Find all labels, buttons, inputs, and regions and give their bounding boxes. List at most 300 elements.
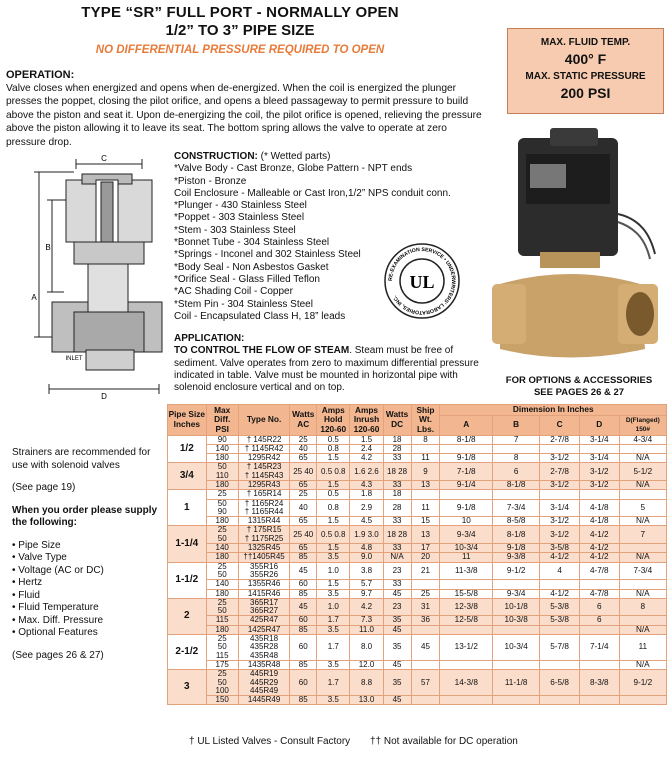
cell-dim-a: 14-3/8	[440, 670, 493, 696]
cell-type-no	[238, 490, 290, 499]
table-row	[168, 598, 667, 616]
cell-dim-df: N/A	[619, 517, 666, 526]
cell-inrush: 1.6 2.6	[350, 463, 383, 481]
cell-max-diff-value: 90	[217, 434, 227, 444]
cell-dim-c: 5-3/8	[540, 616, 580, 625]
table-row	[168, 463, 667, 481]
cell-wdc: 23	[383, 562, 411, 580]
cell-dim-a: 9-3/4	[440, 526, 493, 544]
cell-dim-b: 6	[493, 463, 540, 481]
spec-box	[507, 28, 664, 114]
cell-wdc: 33	[383, 480, 411, 489]
cell-hold: 0.8	[317, 444, 350, 453]
cell-wdc: 45	[383, 660, 411, 669]
footnote-ul: † UL Listed Valves - Consult Factory	[189, 736, 351, 747]
cell-dim-d	[579, 490, 619, 499]
ul-listing-mark	[382, 241, 462, 321]
cell-ship-wt	[411, 696, 440, 705]
cell-type-no	[238, 616, 290, 625]
cell-wac: 65	[290, 517, 317, 526]
col-header-max-diff: Max Diff. PSI	[206, 405, 238, 436]
order-item: • Valve Type	[12, 552, 67, 563]
table-row	[168, 580, 667, 589]
cell-dim-d	[579, 660, 619, 669]
cell-max-diff-value: 50	[217, 462, 227, 472]
cell-wac: 85	[290, 625, 317, 634]
cell-dim-b: 10-3/4	[493, 635, 540, 661]
col-header-amps-hold: Amps Hold 120-60	[317, 405, 350, 436]
table-row	[168, 490, 667, 499]
strainer-ref: (See page 19)	[12, 482, 76, 493]
cell-type-no	[238, 670, 290, 696]
cell-dim-df: 8	[619, 598, 666, 616]
cell-dim-d: 4-7/8	[579, 562, 619, 580]
cell-ship-wt: 11	[411, 454, 440, 463]
cell-dim-b	[493, 696, 540, 705]
cell-type-no-value: 425R47	[250, 615, 279, 625]
cell-inrush: 12.0	[350, 660, 383, 669]
cell-dim-a	[440, 580, 493, 589]
construction-heading: CONSTRUCTION:	[174, 151, 258, 162]
cell-dim-d	[579, 696, 619, 705]
cell-hold: 1.5	[317, 580, 350, 589]
cell-wdc: 18 28	[383, 526, 411, 544]
order-item: • Fluid	[12, 589, 40, 601]
cell-dim-df: 9-1/2	[619, 670, 666, 696]
label-a: A	[31, 293, 37, 302]
col-header-dimension: Dimension In Inches	[440, 405, 667, 416]
cell-type-no-value: 435R48	[250, 650, 279, 660]
cell-inrush: 8.0	[350, 635, 383, 661]
cell-dim-b	[493, 660, 540, 669]
cell-type-no	[238, 463, 290, 481]
cell-hold: 3.5	[317, 660, 350, 669]
cell-ship-wt	[411, 490, 440, 499]
cell-dim-b: 11-1/8	[493, 670, 540, 696]
cell-dim-c	[540, 580, 580, 589]
cell-dim-b	[493, 580, 540, 589]
cell-dim-d: 7-1/4	[579, 635, 619, 661]
cell-ship-wt: 57	[411, 670, 440, 696]
table-row	[168, 435, 667, 444]
cell-dim-b: 7-3/4	[493, 499, 540, 517]
max-temp-label: MAX. FLUID TEMP.	[540, 37, 631, 48]
valve-cross-section-drawing	[4, 152, 172, 402]
cell-max-diff-value: 25	[217, 597, 227, 607]
cell-dim-a: 12-5/8	[440, 616, 493, 625]
cell-dim-d: 3-1/4	[579, 454, 619, 463]
cell-dim-a: 9-1/8	[440, 454, 493, 463]
cell-dim-a: 10-3/4	[440, 544, 493, 553]
cell-max-diff-value: 25	[217, 669, 227, 679]
operation-text: Valve closes when energized and opens when de-energized. When the coil is energized the plunger presses the poppet, closing the pilot orifice, and opens a bleed passageway to permit pressure to build above the piston and seat it. Upon de-energizing the coil, the pilot orifice is opened, relieving the pressure above the piston allowing it to leave its seat. The bottom spring allows the valve to operate at zero pressure drop.	[6, 83, 482, 148]
cell-max-diff-value: 180	[215, 588, 229, 598]
cell-wac: 25 40	[290, 526, 317, 544]
cell-max-diff-value: 140	[215, 443, 229, 453]
cell-dim-d: 8-3/8	[579, 670, 619, 696]
cell-dim-df: N/A	[619, 454, 666, 463]
cell-max-diff	[206, 553, 238, 562]
cell-dim-a: 7-1/8	[440, 463, 493, 481]
ul-ring-text: RE-EXAMINATION SERVICE • UNDERWRITERS' LABORATORIES, INC.	[387, 246, 457, 316]
cell-ship-wt: 36	[411, 616, 440, 625]
application-text: . Steam must be free of sediment. Valve operates from zero to maximum differential pressure indicated in table. Valve must be mounted in horizontal pipe with solenoid enclosure vertical and on top.	[174, 345, 479, 394]
cell-dim-d: 3-1/2	[579, 480, 619, 489]
cell-inrush: 9.0	[350, 553, 383, 562]
cell-hold: 3.5	[317, 589, 350, 598]
cell-dim-b: 9-3/4	[493, 589, 540, 598]
cell-hold: 1.7	[317, 635, 350, 661]
cell-dim-d: 4-1/8	[579, 499, 619, 517]
cell-ship-wt: 13	[411, 526, 440, 544]
cell-wac: 40	[290, 499, 317, 517]
cell-wac: 25 40	[290, 463, 317, 481]
col-header-dim-c: C	[540, 415, 580, 435]
cell-dim-b: 8-1/8	[493, 526, 540, 544]
cell-dim-df: N/A	[619, 553, 666, 562]
cell-max-diff	[206, 490, 238, 499]
label-d: D	[101, 392, 107, 401]
cell-wdc: 18	[383, 490, 411, 499]
table-row	[168, 454, 667, 463]
cell-type-no-value: † 145R22	[246, 434, 282, 444]
cell-dim-b: 7	[493, 435, 540, 444]
cell-max-diff-value: 140	[215, 579, 229, 589]
cell-inrush: 4.8	[350, 544, 383, 553]
cell-inrush: 5.7	[350, 580, 383, 589]
order-item: • Optional Features	[12, 627, 98, 638]
cell-max-diff	[206, 589, 238, 598]
application-section	[174, 333, 492, 394]
cell-wdc: 23	[383, 598, 411, 616]
cell-dim-a: 10	[440, 517, 493, 526]
cell-dim-df	[619, 580, 666, 589]
cell-max-diff-value: 115	[215, 615, 229, 625]
cell-hold: 0.5	[317, 490, 350, 499]
cell-max-diff	[206, 670, 238, 696]
cell-wdc: 45	[383, 625, 411, 634]
cell-type-no	[238, 598, 290, 616]
label-inlet: INLET	[65, 356, 83, 362]
cell-wac: 65	[290, 454, 317, 463]
cell-type-no-value: 355R26	[250, 569, 279, 579]
cell-dim-df: 4-3/4	[619, 435, 666, 444]
cell-wac: 65	[290, 544, 317, 553]
cell-pipe-size: 3/4	[168, 463, 207, 490]
cell-pipe-size: 1-1/2	[168, 562, 207, 598]
cell-type-no-value: † 1145R42	[244, 443, 284, 453]
construction-item: *Stem Pin - 304 Stainless Steel	[174, 298, 313, 310]
cell-dim-d: 4-1/8	[579, 517, 619, 526]
max-temp-value: 400° F	[564, 51, 607, 67]
cell-inrush: 8.8	[350, 670, 383, 696]
cell-dim-a	[440, 490, 493, 499]
construction-item: *AC Shading Coil - Copper	[174, 286, 293, 298]
cell-dim-c: 5-7/8	[540, 635, 580, 661]
cell-dim-c: 2-7/8	[540, 463, 580, 481]
cell-wdc: 33	[383, 454, 411, 463]
cell-max-diff-value: 25	[217, 525, 227, 535]
cell-type-no-value: 445R19	[250, 669, 279, 679]
cell-max-diff-value: 100	[215, 685, 229, 695]
cell-wdc: 33	[383, 517, 411, 526]
cell-dim-df	[619, 490, 666, 499]
cell-hold: 1.0	[317, 598, 350, 616]
table-row	[168, 480, 667, 489]
cell-max-diff-value: 180	[215, 479, 229, 489]
cell-dim-c: 3-1/2	[540, 480, 580, 489]
cell-dim-df: 11	[619, 635, 666, 661]
cell-dim-b	[493, 625, 540, 634]
construction-item: *Bonnet Tube - 304 Stainless Steel	[174, 237, 330, 249]
cell-max-diff-value: 90	[217, 506, 227, 516]
cell-hold: 0.5 0.8	[317, 526, 350, 544]
cell-dim-b: 10-3/8	[493, 616, 540, 625]
cell-dim-d: 6	[579, 616, 619, 625]
cell-ship-wt: 20	[411, 553, 440, 562]
cell-max-diff-value: 180	[215, 453, 229, 463]
cell-wac: 25	[290, 490, 317, 499]
cell-max-diff-value: 25	[217, 561, 227, 571]
cell-dim-d: 3-1/4	[579, 435, 619, 444]
cell-max-diff	[206, 463, 238, 481]
order-item: • Max. Diff. Pressure	[12, 614, 104, 626]
cell-wdc: N/A	[383, 553, 411, 562]
cell-max-diff-value: 50	[217, 533, 227, 543]
cell-type-no-value: 445R49	[250, 685, 279, 695]
cell-type-no-value: 1445R49	[247, 695, 281, 705]
options-note	[493, 375, 665, 399]
cell-wdc: 35	[383, 635, 411, 661]
cell-dim-a	[440, 696, 493, 705]
table-row	[168, 589, 667, 598]
cell-hold: 0.5 0.8	[317, 463, 350, 481]
cell-dim-a	[440, 625, 493, 634]
page-subtitle-size: 1/2” TO 3” PIPE SIZE	[165, 22, 315, 39]
col-header-dim-a: A	[440, 415, 493, 435]
cell-max-diff-value: 180	[215, 516, 229, 526]
cell-dim-b: 10-1/8	[493, 598, 540, 616]
cell-max-diff	[206, 435, 238, 444]
cell-type-no	[238, 499, 290, 517]
cell-wdc: 18 28	[383, 463, 411, 481]
cell-ship-wt: 31	[411, 598, 440, 616]
table-row	[168, 625, 667, 634]
cell-hold: 1.5	[317, 480, 350, 489]
cell-type-no	[238, 635, 290, 661]
cell-ship-wt: 45	[411, 635, 440, 661]
cell-inrush: 13.0	[350, 696, 383, 705]
cell-dim-b: 8-5/8	[493, 517, 540, 526]
page-title: TYPE “SR” FULL PORT - NORMALLY OPEN	[81, 4, 399, 21]
cell-type-no	[238, 553, 290, 562]
cell-type-no-value: 1295R43	[247, 479, 281, 489]
cell-max-diff-value: 25	[217, 634, 227, 644]
cell-dim-d: 4-1/2	[579, 544, 619, 553]
cell-dim-d: 4-1/2	[579, 526, 619, 544]
options-line-2: SEE PAGES 26 & 27	[533, 387, 625, 398]
cell-ship-wt: 13	[411, 480, 440, 489]
footnote-dc: †† Not available for DC operation	[370, 736, 518, 747]
cell-dim-d: 4-7/8	[579, 589, 619, 598]
cell-type-no-value: 365R17	[250, 597, 279, 607]
application-lead: TO CONTROL THE FLOW OF STEAM	[174, 345, 350, 357]
cell-max-diff	[206, 635, 238, 661]
cell-ship-wt: 17	[411, 544, 440, 553]
cell-dim-df: 5-1/2	[619, 463, 666, 481]
cell-dim-df: 7	[619, 526, 666, 544]
cell-hold: 0.5	[317, 435, 350, 444]
cell-type-no-value: 435R28	[250, 642, 279, 652]
table-row	[168, 670, 667, 696]
construction-item: *Stem - 303 Stainless Steel	[174, 224, 296, 236]
cell-pipe-size: 2	[168, 598, 207, 634]
construction-item: *Springs - Inconel and 302 Stainless Steel	[174, 249, 361, 261]
cell-type-no-value: 1315R44	[247, 516, 281, 526]
cell-ship-wt	[411, 580, 440, 589]
cell-max-diff	[206, 562, 238, 580]
cell-dim-df: 5	[619, 499, 666, 517]
cell-type-no-value: † 1175R25	[244, 533, 284, 543]
cell-type-no-value: † 1165R44	[244, 506, 284, 516]
col-header-watts-dc: Watts DC	[383, 405, 411, 436]
cell-max-diff-value: 50	[217, 569, 227, 579]
cell-type-no	[238, 526, 290, 544]
cell-dim-df: N/A	[619, 480, 666, 489]
cell-dim-d: 3-1/2	[579, 463, 619, 481]
cell-dim-d	[579, 625, 619, 634]
cell-dim-a: 11-3/8	[440, 562, 493, 580]
cell-dim-b: 8	[493, 454, 540, 463]
cell-dim-df: N/A	[619, 589, 666, 598]
cell-type-no-value: 1435R48	[247, 659, 281, 669]
cell-max-diff-value: 25	[217, 489, 227, 499]
construction-item: *Body Seal - Non Asbestos Gasket	[174, 261, 329, 273]
cell-type-no-value: † 1165R24	[244, 498, 284, 508]
cell-hold: 1.5	[317, 517, 350, 526]
cell-dim-b: 9-3/8	[493, 553, 540, 562]
cell-dim-c	[540, 625, 580, 634]
cell-dim-c: 5-3/8	[540, 598, 580, 616]
cell-wdc: 35	[383, 616, 411, 625]
max-pressure-value: 200 PSI	[560, 85, 611, 101]
cell-inrush: 4.5	[350, 517, 383, 526]
cell-wac: 40	[290, 444, 317, 453]
cell-dim-a: 9-1/8	[440, 499, 493, 517]
cell-dim-df: N/A	[619, 660, 666, 669]
cell-type-no-value: † 175R15	[246, 525, 282, 535]
cell-type-no-value: 1425R47	[247, 624, 281, 634]
cell-wac: 60	[290, 670, 317, 696]
cell-dim-c	[540, 696, 580, 705]
cell-inrush: 1.8	[350, 490, 383, 499]
col-header-watts-ac: Watts AC	[290, 405, 317, 436]
cell-dim-a: 8-1/8	[440, 435, 493, 444]
cell-dim-b	[493, 490, 540, 499]
cell-dim-a	[440, 660, 493, 669]
cell-inrush: 1.5	[350, 435, 383, 444]
cell-dim-c	[540, 490, 580, 499]
cell-max-diff-value: 115	[215, 650, 229, 660]
cell-dim-c: 3-1/2	[540, 517, 580, 526]
order-sidebar	[12, 447, 162, 672]
cell-dim-c: 3-1/2	[540, 526, 580, 544]
table-row	[168, 696, 667, 705]
table-row	[168, 660, 667, 669]
cell-wdc: 18	[383, 435, 411, 444]
cell-wdc: 45	[383, 696, 411, 705]
cell-ship-wt: 11	[411, 499, 440, 517]
cell-wac: 60	[290, 635, 317, 661]
specifications-table	[167, 404, 667, 705]
cell-wac: 85	[290, 589, 317, 598]
cell-pipe-size: 1-1/4	[168, 526, 207, 562]
order-list	[12, 540, 162, 640]
cell-hold: 1.7	[317, 670, 350, 696]
cell-hold: 1.0	[317, 562, 350, 580]
cell-ship-wt: 8	[411, 435, 440, 444]
cell-ship-wt: 21	[411, 562, 440, 580]
cell-wac: 60	[290, 616, 317, 625]
order-item: • Fluid Temperature	[12, 602, 99, 613]
construction-item: *Piston - Bronze	[174, 175, 247, 187]
cell-pipe-size: 1/2	[168, 435, 207, 463]
col-header-dim-d-flanged: D(Flanged) 150#	[619, 415, 666, 435]
cell-ship-wt	[411, 625, 440, 634]
cell-wdc: 33	[383, 544, 411, 553]
ul-letters: UL	[409, 272, 435, 292]
cell-inrush: 11.0	[350, 625, 383, 634]
valve-product-photo	[490, 124, 665, 369]
cell-max-diff-value: 110	[215, 470, 229, 480]
cell-dim-d	[579, 580, 619, 589]
cell-hold: 3.5	[317, 553, 350, 562]
cell-hold: 1.5	[317, 544, 350, 553]
cell-type-no	[238, 696, 290, 705]
cell-max-diff	[206, 526, 238, 544]
col-header-dim-b: B	[493, 415, 540, 435]
col-header-ship-wt: Ship Wt. Lbs.	[411, 405, 440, 436]
cell-type-no-value: 445R29	[250, 677, 279, 687]
cell-hold: 3.5	[317, 696, 350, 705]
cell-dim-a: 9-1/4	[440, 480, 493, 489]
cell-wac: 45	[290, 562, 317, 580]
order-heading: When you order please supply the following:	[12, 504, 158, 528]
cell-wac: 25	[290, 435, 317, 444]
cell-dim-c: 3-5/8	[540, 544, 580, 553]
cell-hold: 1.5	[317, 454, 350, 463]
cell-pipe-size: 1	[168, 490, 207, 526]
cell-max-diff-value: 50	[217, 498, 227, 508]
cell-type-no-value: † 1145R43	[244, 470, 284, 480]
cell-dim-b: 9-1/8	[493, 544, 540, 553]
cell-type-no	[238, 580, 290, 589]
cell-ship-wt: 15	[411, 517, 440, 526]
cell-wac: 85	[290, 696, 317, 705]
table-row	[168, 517, 667, 526]
cell-wdc: 33	[383, 580, 411, 589]
cell-dim-df	[619, 696, 666, 705]
cell-inrush: 9.7	[350, 589, 383, 598]
cell-inrush: 1.9 3.0	[350, 526, 383, 544]
cell-wac: 60	[290, 580, 317, 589]
cell-dim-c: 4-1/2	[540, 553, 580, 562]
cell-inrush: 3.8	[350, 562, 383, 580]
strainer-note: Strainers are recommended for use with solenoid valves	[12, 447, 151, 471]
order-item: • Voltage (AC or DC)	[12, 564, 104, 576]
cell-dim-d: 6	[579, 598, 619, 616]
construction-item: *Valve Body - Cast Bronze, Globe Pattern - NPT ends	[174, 163, 413, 175]
